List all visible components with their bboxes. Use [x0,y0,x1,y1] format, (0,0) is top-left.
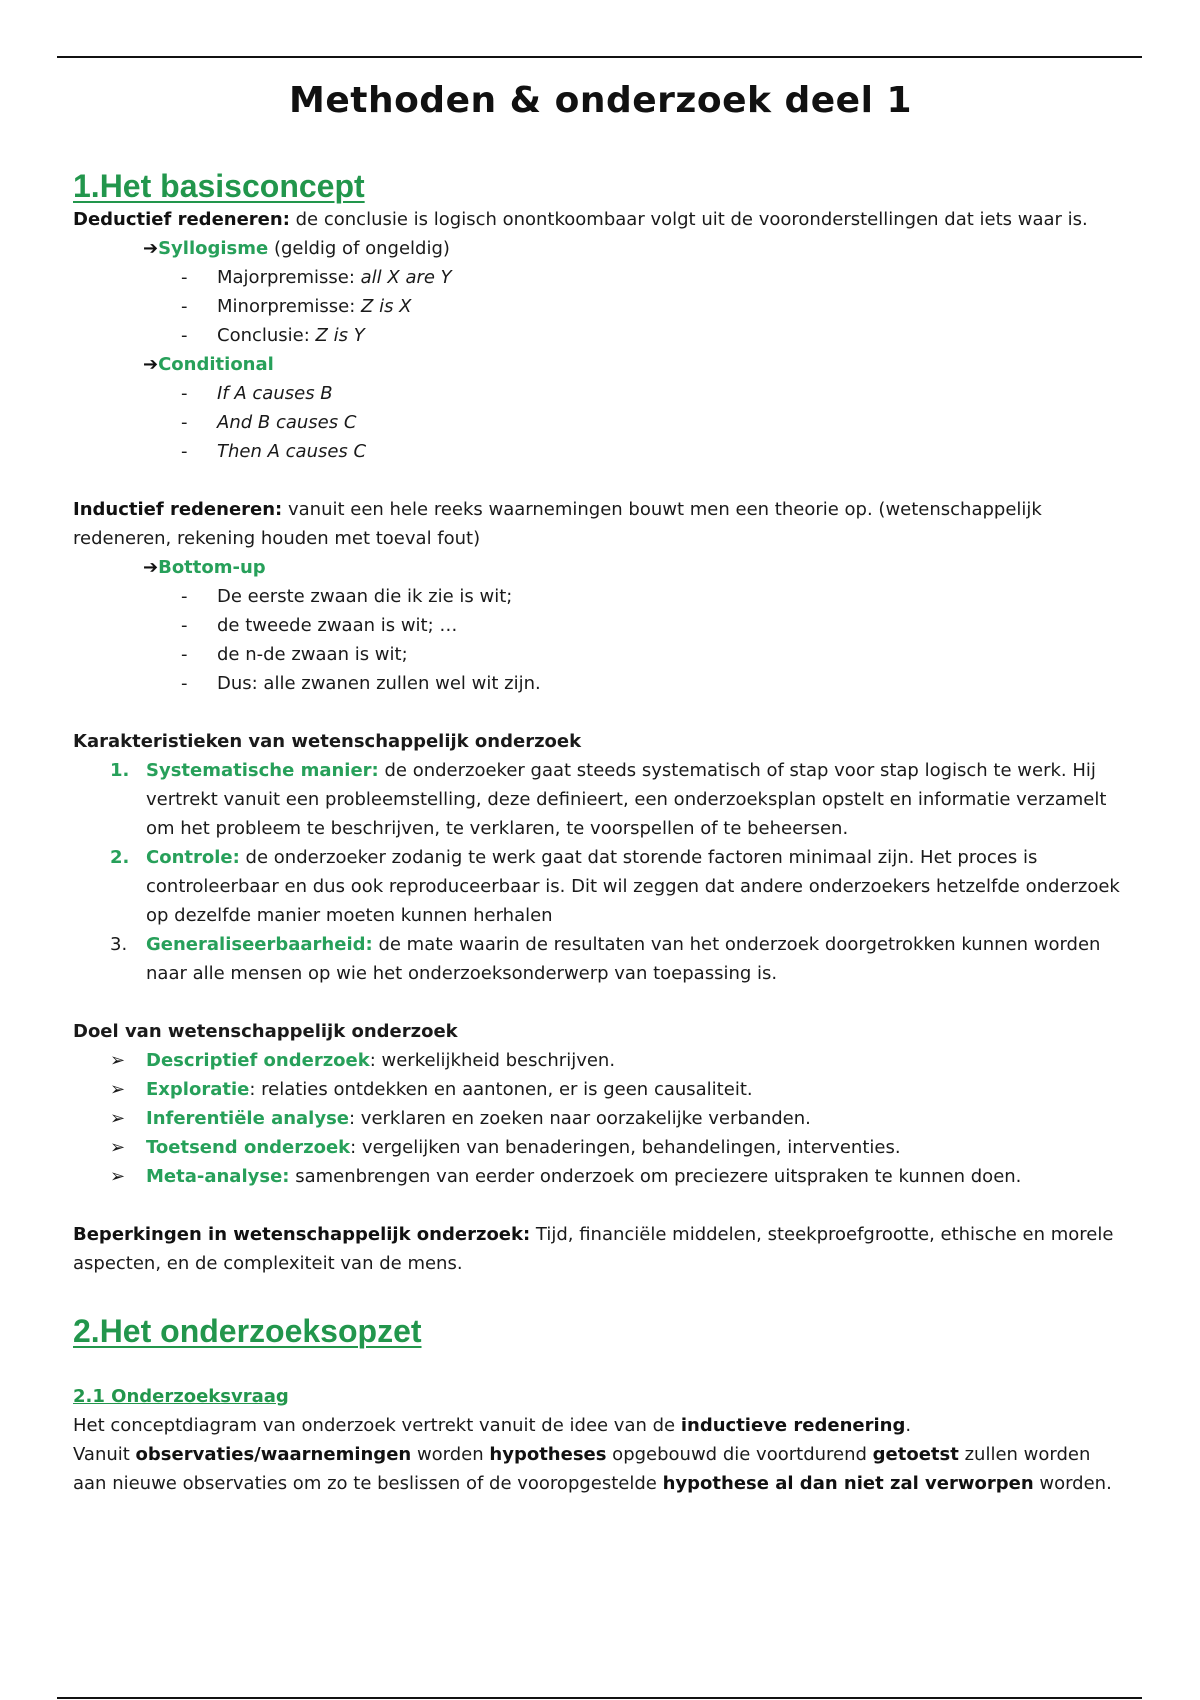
onderzoeksvraag-paragraph-2: Vanuit observaties/waarnemingen worden hypotheses opgebouwd die voortdurend getoetst zullen worden aan nieuwe observaties om zo te beslissen of de vooropgestelde hypothese al dan niet zal verworpen worden. [73,1444,1112,1495]
list-item: 1. Systematische manier: de onderzoeker gaat steeds systematisch of stap voor stap logisch te werk. Hij vertrekt vanuit een probleemstelling, deze definieert, een onderzoeksplan opstelt en informatie verzamelt om het probleem te beschrijven, te verklaren, te voorspellen of te beheersen. [110,760,1107,840]
list-item: - Conclusie: Z is Y [181,325,365,347]
top-rule [57,56,1142,58]
deductief-paragraph [73,205,1128,234]
karakteristieken-list [73,756,1128,988]
list-item: - de tweede zwaan is wit; … [181,615,458,637]
conditional-list [73,379,1128,466]
beperkingen-paragraph [73,1220,1128,1278]
bottomup-label: Bottom-up [158,557,266,579]
beperkingen-label: Beperkingen in wetenschappelijk onderzoek: [73,1224,531,1246]
chevron-bullet-icon: ➢ [110,1079,126,1101]
karakteristieken-heading: Karakteristieken van wetenschappelijk onderzoek [73,731,582,753]
list-item: ➢ Exploratie: relaties ontdekken en aantonen, er is geen causaliteit. [110,1075,1128,1104]
conditional-label: Conditional [158,354,274,376]
list-item: ➢ Toetsend onderzoek: vergelijken van benaderingen, behandelingen, interventies. [110,1133,1128,1162]
inductief-paragraph [73,495,1128,553]
list-item: - Dus: alle zwanen zullen wel wit zijn. [181,673,541,695]
arrow-icon: ➔ [143,557,159,579]
chevron-bullet-icon: ➢ [110,1108,126,1130]
list-item: 2. Controle: de onderzoeker zodanig te werk gaat dat storende factoren minimaal zijn. Het proces is controleerbaar en dus ook reproduceerbaar is. Dit wil zeggen dat andere onderzoekers hetzelfde onderzoek op dezelfde manier moeten kunnen herhalen [110,847,1120,927]
section-1-heading: 1.Het basisconcept [73,167,365,204]
arrow-icon: ➔ [143,354,159,376]
list-item: - De eerste zwaan die ik zie is wit; [181,586,513,608]
syllogisme-list [73,263,1128,350]
inductief-text: vanuit een hele reeks waarnemingen bouwt men een theorie op. (wetenschappelijk redeneren, rekening houden met toeval fout) [73,499,1042,550]
list-item: - Then A causes C [181,441,367,463]
onderzoeksvraag-paragraph-1: Het conceptdiagram van onderzoek vertrekt vanuit de idee van de inductieve redenering. [73,1415,912,1437]
bottom-rule [57,1697,1142,1699]
list-item: ➢ Inferentiële analyse: verklaren en zoeken naar oorzakelijke verbanden. [110,1104,1128,1133]
deductief-text: de conclusie is logisch onontkoombaar volgt uit de vooronderstellingen dat iets waar is. [289,209,1088,231]
doel-heading: Doel van wetenschappelijk onderzoek [73,1021,458,1043]
beperkingen-text: Tijd, financiële middelen, steekproefgrootte, ethische en morele aspecten, en de complexiteit van de mens. [73,1224,1114,1275]
bottomup-heading [143,553,1128,582]
list-item: 3. Generaliseerbaarheid: de mate waarin de resultaten van het onderzoek doorgetrokken kunnen worden naar alle mensen op wie het onderzoeksonderwerp van toepassing is. [110,934,1101,985]
chevron-bullet-icon: ➢ [110,1050,126,1072]
list-item: - Majorpremisse: all X are Y [181,267,452,289]
syllogisme-label: Syllogisme [158,238,269,260]
list-item: - And B causes C [181,412,357,434]
conditional-heading [143,350,1128,379]
section-2-heading: 2.Het onderzoeksopzet [73,1313,422,1350]
chevron-bullet-icon: ➢ [110,1166,126,1188]
arrow-icon: ➔ [143,238,159,260]
list-item: ➢ Descriptief onderzoek: werkelijkheid beschrijven. [110,1046,1128,1075]
page-title: Methoden & onderzoek deel 1 [289,80,912,121]
inductief-label: Inductief redeneren: [73,499,283,521]
deductief-label: Deductief redeneren: [73,209,290,231]
chevron-bullet-icon: ➢ [110,1137,126,1159]
list-item: ➢ Meta-analyse: samenbrengen van eerder onderzoek om preciezere uitspraken te kunnen doen. [110,1162,1128,1191]
bottomup-list [73,582,1128,698]
list-item: - If A causes B [181,383,333,405]
document-page [73,70,1128,1498]
syllogisme-heading [143,234,1128,263]
syllogisme-text: (geldig of ongeldig) [268,238,450,260]
list-item: - de n-de zwaan is wit; [181,644,408,666]
subsection-2-1-heading: 2.1 Onderzoeksvraag [73,1385,289,1407]
doel-list [73,1046,1128,1191]
list-item: - Minorpremisse: Z is X [181,296,412,318]
